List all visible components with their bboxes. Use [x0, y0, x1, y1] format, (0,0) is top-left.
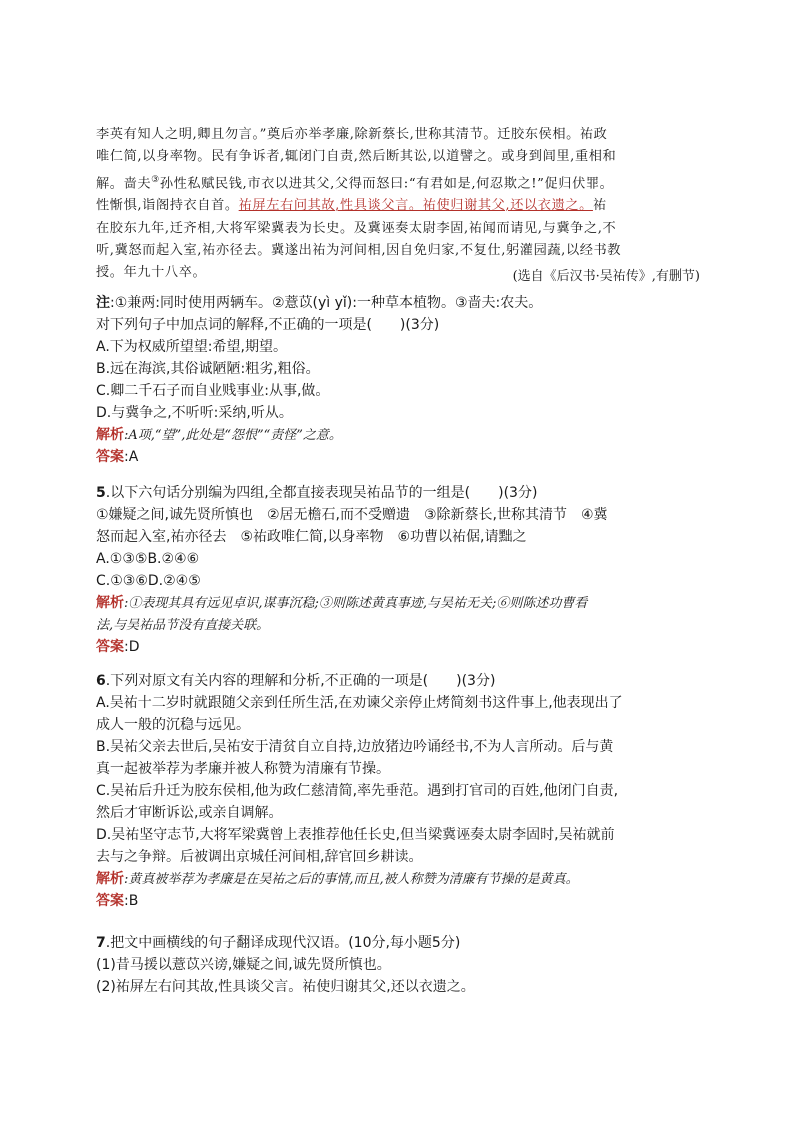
option-line: 然后才审断诉讼,或亲自调解。 — [96, 805, 283, 821]
explanation-label: 解析 — [96, 595, 124, 611]
answer-label: 答案 — [96, 449, 124, 465]
option-line: B.吴祐父亲去世后,吴祐安于清贫自立自持,边放猪边吟诵经书,不为人言所动。后与黄 — [96, 739, 614, 755]
footnote-marker: ③ — [151, 174, 160, 185]
question-stem: 5.以下六句话分别编为四组,全都直接表现吴祐品节的一组是( )(3分) — [96, 485, 538, 501]
answer-label: 答案 — [96, 639, 124, 655]
option-line: D.吴祐坚守志节,大将军梁冀曾上表推荐他任长史,但当梁冀诬奏太尉李固时,吴祐就前 — [96, 827, 615, 843]
answer: 答案:D — [96, 639, 140, 655]
passage-line: 唯仁简,以身率物。民有争诉者,辄闭门自责,然后断其讼,以道譬之。或身到闾里,重相和 — [96, 149, 617, 165]
option-row: A.①③⑤B.②④⑥ — [96, 551, 200, 567]
answer-label: 答案 — [96, 893, 124, 909]
translation-item: (1)昔马援以薏苡兴谤,嫌疑之间,诚先贤所慎也。 — [96, 957, 391, 973]
question-4-block — [96, 292, 700, 468]
option-row: B.远在海滨,其俗诚陋陋:粗劣,粗俗。 — [96, 361, 320, 377]
question-line: ①嫌疑之间,诚先贤所慎也 ②居无檐石,而不受赠遗 ③除新蔡长,世称其清节 ④冀 — [96, 507, 608, 523]
underlined-sentence: 祐屏左右问其故,性具谈父言。祐使归谢其父,还以衣遗之。 — [238, 198, 593, 214]
passage-line: 授。年九十八卒。 — [96, 265, 207, 281]
passage-line: 性惭惧,诣阁持衣自首。祐屏左右问其故,性具谈父言。祐使归谢其父,还以衣遗之。祐 — [96, 198, 607, 214]
question-stem: 6.下列对原文有关内容的理解和分析,不正确的一项是( )(3分) — [96, 673, 496, 689]
option-row: D.与冀争之,不听听:采纳,听从。 — [96, 405, 293, 421]
passage-line: 李英有知人之明,卿且勿言。”奠后亦举孝廉,除新蔡长,世称其清节。迁胶东侯相。祐政 — [96, 127, 608, 142]
notes-line: 注:①兼两:同时使用两辆车。②薏苡(yì yǐ):一种草本植物。③啬夫:农夫。 — [96, 295, 543, 311]
option-line: 成人一般的沉稳与远见。 — [96, 717, 250, 733]
question-stem: 7.把文中画横线的句子翻译成现代汉语。(10分,每小题5分) — [96, 935, 461, 951]
notes-label: 注 — [96, 295, 110, 311]
explanation: 解析:①表现其具有远见卓识,谋事沉稳;③则陈述黄真事迹,与吴祐无关;⑥则陈述功曹看 — [96, 595, 588, 611]
explanation-cont: 法,与吴祐品节没有直接关联。 — [96, 618, 270, 633]
question-stem: 对下列句子中加点词的解释,不正确的一项是( )(3分) — [96, 317, 440, 333]
question-5-block — [96, 482, 700, 658]
translation-item: (2)祐屏左右问其故,性具谈父言。祐使归谢其父,还以衣遗之。 — [96, 979, 475, 995]
classical-passage — [96, 124, 700, 284]
passage-source: (选自《后汉书·吴祐传》,有删节) — [512, 269, 700, 284]
option-line: C.吴祐后升迁为胶东侯相,他为政仁慈清简,率先垂范。遇到打官司的百姓,他闭门自责, — [96, 783, 619, 799]
explanation-label: 解析 — [96, 871, 124, 887]
answer: 答案:A — [96, 449, 139, 465]
option-row: C.①③⑥D.②④⑤ — [96, 573, 201, 589]
passage-line: 在胶东九年,迁齐相,大将军梁冀表为长史。及冀诬奏太尉李固,祐闻而请见,与冀争之,不 — [96, 220, 617, 236]
option-line: 去与之争辩。后被调出京城任河间相,辞官回乡耕读。 — [96, 849, 423, 865]
option-row: A.下为权威所望望:希望,期望。 — [96, 339, 287, 355]
explanation-label: 解析 — [96, 427, 124, 443]
question-7-block — [96, 932, 700, 998]
answer: 答案:B — [96, 893, 139, 909]
explanation: 解析:A项,“望”,此处是“怨恨”“责怪”之意。 — [96, 427, 342, 443]
question-6-block — [96, 670, 700, 912]
option-line: 真一起被举荐为孝廉并被人称赞为清廉有节操。 — [96, 761, 390, 777]
option-line: A.吴祐十二岁时就跟随父亲到任所生活,在劝谏父亲停止烤简刻书这件事上,他表现出了 — [96, 695, 623, 711]
question-line: 怒而起入室,祐亦径去 ⑤祐政唯仁简,以身率物 ⑥功曹以祐倨,请黜之 — [96, 529, 527, 545]
passage-line: 听,冀怒而起入室,祐亦径去。冀遂出祐为河间相,因自免归家,不复仕,躬灌园蔬,以经书教 — [96, 242, 622, 258]
explanation: 解析:黄真被举荐为孝廉是在吴祐之后的事情,而且,被人称赞为清廉有节操的是黄真。 — [96, 871, 579, 887]
option-row: C.卿二千石子而自业贱事业:从事,做。 — [96, 383, 330, 399]
passage-line: 解。啬夫③孙性私赋民钱,市衣以进其父,父得而怒曰:“有君如是,何忍欺之!”促归伏罪。 — [96, 174, 614, 191]
